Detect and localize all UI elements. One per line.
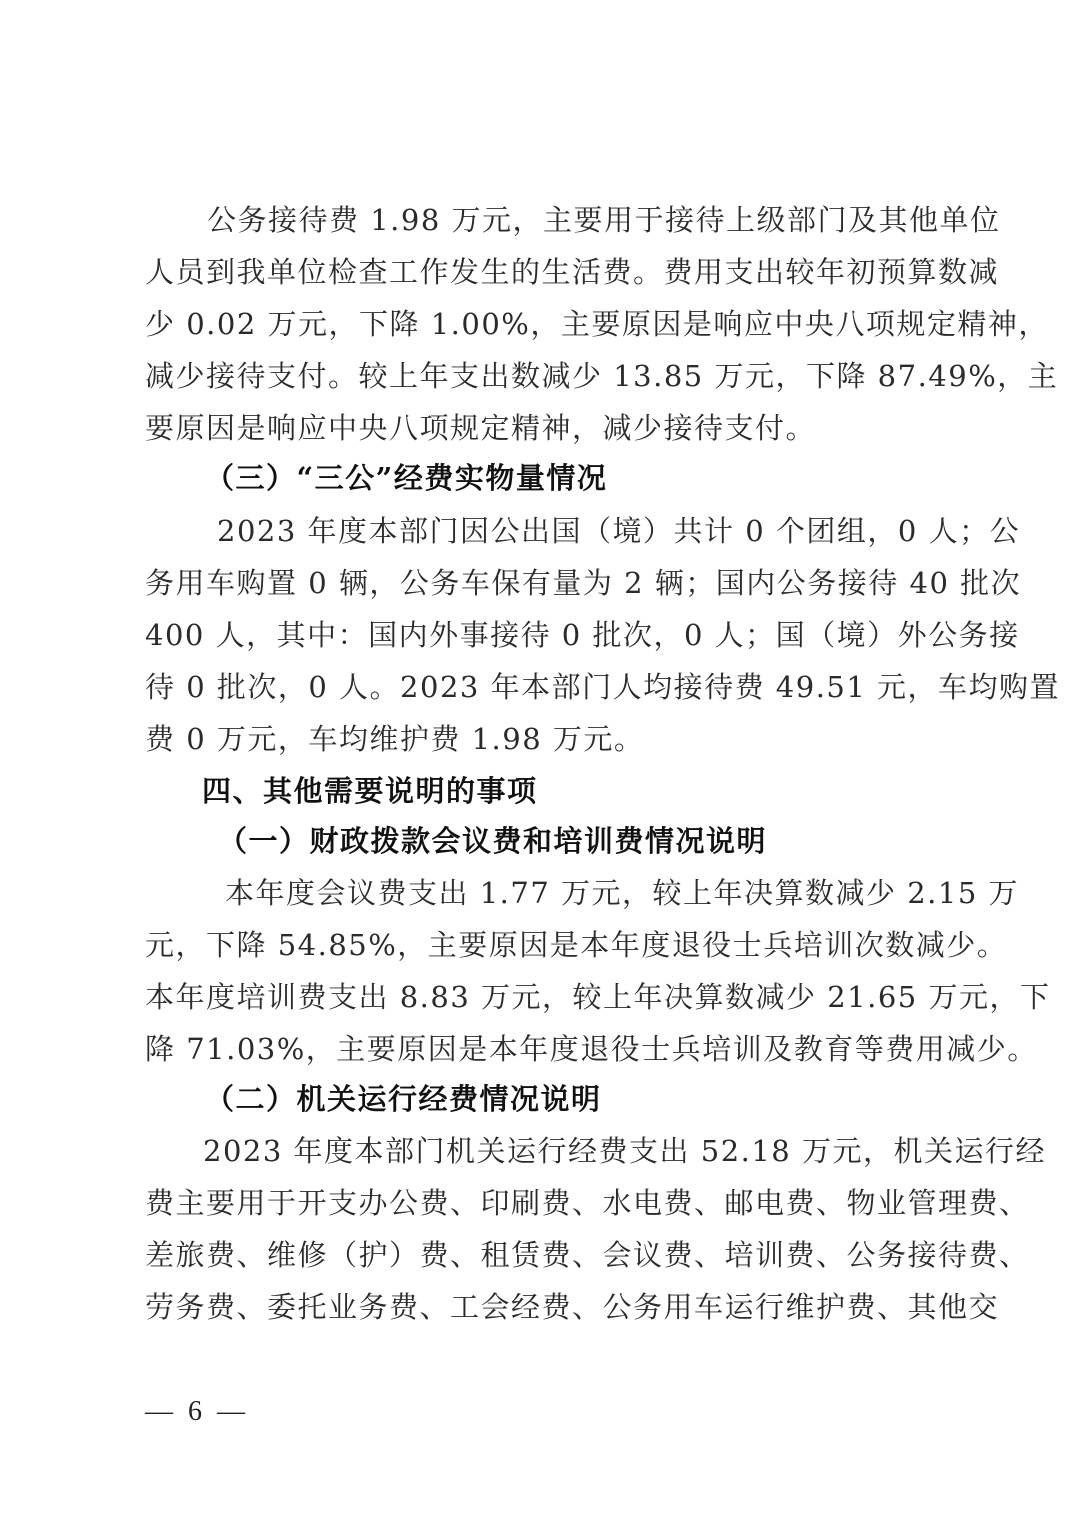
paragraph-line: 人员到我单位检查工作发生的生活费。费用支出较年初预算数减 [145,255,1000,289]
paragraph-line: 务用车购置 0 辆，公务车保有量为 2 辆；国内公务接待 40 批次 [145,566,1022,600]
chapter-heading: 四、其他需要说明的事项 [202,774,538,808]
paragraph-line: 要原因是响应中央八项规定精神，减少接待支付。 [145,411,817,445]
paragraph-line: 400 人，其中：国内外事接待 0 批次，0 人；国（境）外公务接 [145,618,1020,652]
paragraph-line: 2023 年度本部门因公出国（境）共计 0 个团组，0 人；公 [217,514,1021,548]
paragraph-line: 公务接待费 1.98 万元，主要用于接待上级部门及其他单位 [207,203,1001,237]
paragraph-line: 本年度会议费支出 1.77 万元，较上年决算数减少 2.15 万 [225,876,1020,910]
paragraph-line: 元，下降 54.85%，主要原因是本年度退役士兵培训次数减少。 [145,928,1008,962]
section-heading: （二）机关运行经费情况说明 [205,1082,602,1116]
page-number: — 6 — [145,1396,249,1427]
paragraph-line: 差旅费、维修（护）费、租赁费、会议费、培训费、公务接待费、 [145,1238,1030,1272]
paragraph-line: 待 0 批次，0 人。2023 年本部门人均接待费 49.51 元，车均购置 [145,670,1061,704]
section-heading: （三）“三公”经费实物量情况 [205,461,608,495]
paragraph-line: 减少接待支付。较上年支出数减少 13.85 万元，下降 87.49%，主 [145,359,1059,393]
paragraph-line: 降 71.03%，主要原因是本年度退役士兵培训及教育等费用减少。 [145,1032,1038,1066]
paragraph-line: 费主要用于开支办公费、印刷费、水电费、邮电费、物业管理费、 [145,1186,1030,1220]
paragraph-line: 劳务费、委托业务费、工会经费、公务用车运行维护费、其他交 [145,1290,1000,1324]
paragraph-line: 本年度培训费支出 8.83 万元，较上年决算数减少 21.65 万元，下 [145,980,1051,1014]
paragraph-line: 少 0.02 万元，下降 1.00%，主要原因是响应中央八项规定精神， [145,307,1049,341]
section-heading: （一）财政拨款会议费和培训费情况说明 [218,824,768,858]
paragraph-line: 2023 年度本部门机关运行经费支出 52.18 万元，机关运行经 [203,1134,1046,1168]
paragraph-line: 费 0 万元，车均维护费 1.98 万元。 [145,722,645,756]
